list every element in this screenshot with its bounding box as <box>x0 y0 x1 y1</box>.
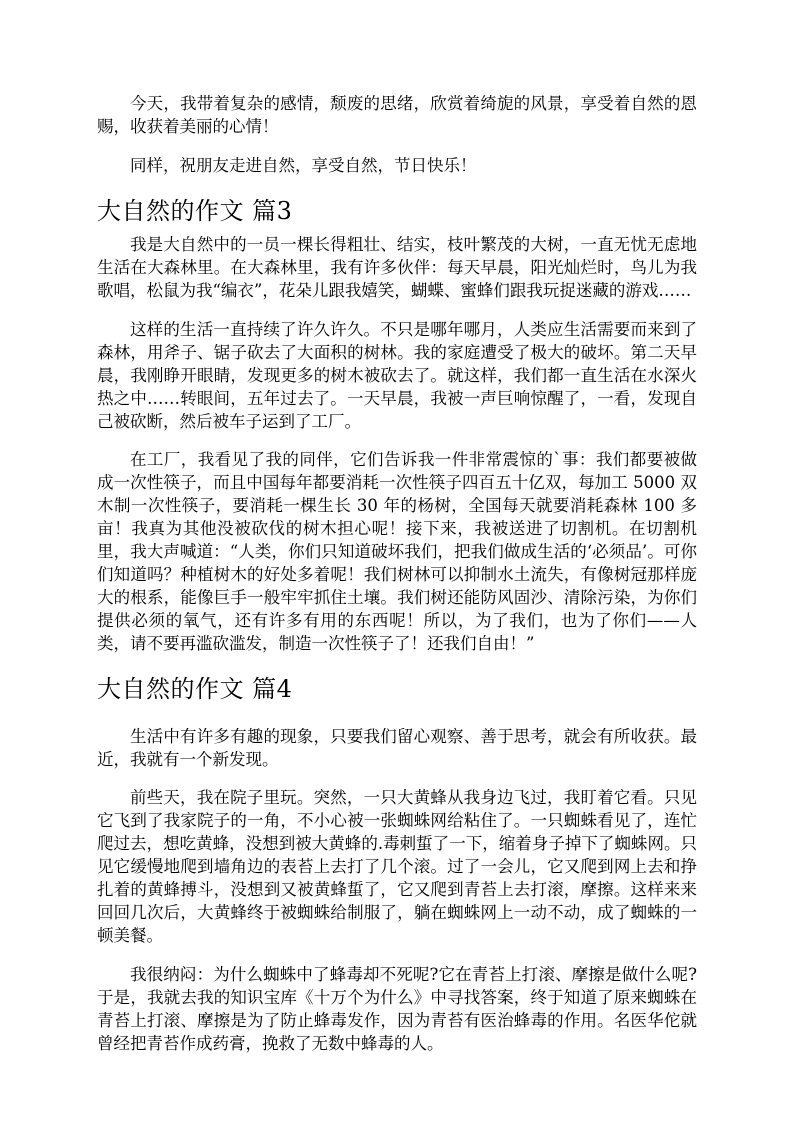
paragraph: 同样，祝朋友走进自然，享受自然，节日快乐！ <box>130 155 477 175</box>
intro-section <box>97 92 697 177</box>
paragraph: 今天，我带着复杂的感情，颓废的思绪，欣赏着绮旎的风景，享受着自然的恩赐，收获着美丽的心情！ <box>97 94 697 136</box>
essay-3-section <box>97 195 697 656</box>
paragraph: 这样的生活一直持续了许久许久。不只是哪年哪月，人类应生活需要而来到了森林，用斧子、锯子砍去了大面积的树林。我的家庭遭受了极大的破坏。第二天早晨，我刚睁开眼睛，发现更多的树木被砍去了。就这样，我们都一直生活在水深火热之中……转眼间，五年过去了。一天早晨，我被一声巨响惊醒了，一看，发现自己被砍断，然后被车子运到了工厂。 <box>97 319 697 431</box>
document-body <box>97 92 697 1055</box>
paragraph: 前些天，我在院子里玩。突然，一只大黄蜂从我身边飞过，我盯着它看。只见它飞到了我家院子的一角，不小心被一张蜘蛛网给粘住了。一只蜘蛛看见了，连忙爬过去，想吃黄蜂，没想到被大黄蜂的.毒刺蜇了一下，缩着身子掉下了蜘蛛网。只见它缓慢地爬到墙角边的表苔上去打了几个滚。过了一会儿，它又爬到网上去和挣扎着的黄蜂搏斗，没想到又被黄蜂蜇了，它又爬到青苔上去打滚，摩擦。这样来来回回几次后，大黄蜂终于被蜘蛛给制服了，躺在蜘蛛网上一动不动，成了蜘蛛的一顿美餐。 <box>97 788 697 945</box>
paragraph: 我是大自然中的一员一棵长得粗壮、结实，枝叶繁茂的大树，一直无忧无虑地生活在大森林里。在大森林里，我有许多伙伴：每天早晨，阳光灿烂时，鸟儿为我歌唱，松鼠为我“编衣”，花朵儿跟我嬉笑，蝴蝶、蜜蜂们跟我玩捉迷藏的游戏…… <box>97 235 697 300</box>
section-heading: 大自然的作文 篇4 <box>97 675 293 703</box>
paragraph: 在工厂，我看见了我的同伴，它们告诉我一件非常震惊的`事：我们都要被做成一次性筷子，而且中国每年都要消耗一次性筷子四百五十亿双，每加工 5000 双木制一次性筷子，要消耗一棵生长 30 年的杨树，全国每天就要消耗森林 100 多亩！我真为其他没被砍伐的树木担心呢！接下来，我被送进了切割机。在切割机里，我大声喊道：“人类，你们只知道破坏我们，把我们做成生活的‘必须品’。可你们知道吗？种植树木的好处多着呢！我们树林可以抑制水土流失，有像树冠那样庞大的根系，能像巨手一般牢牢抓住土壤。我们树还能防风固沙、清除污染，为你们提供必须的氧气，还有许多有用的东西呢！所以，为了我们，也为了你们——人类，请不要再滥砍滥发，制造一次性筷子了！还我们自由！” <box>97 450 697 653</box>
paragraph: 我很纳闷：为什么蜘蛛中了蜂毒却不死呢?它在青苔上打滚、摩擦是做什么呢?于是，我就去我的知识宝库《十万个为什么》中寻找答案，终于知道了原来蜘蛛在青苔上打滚、摩擦是为了防止蜂毒发作，因为青苔有医治蜂毒的作用。名医华佗就曾经把青苔作成药膏，挽救了无数中蜂毒的人。 <box>97 964 697 1053</box>
section-heading: 大自然的作文 篇3 <box>97 196 293 225</box>
essay-4-section <box>97 673 697 1055</box>
paragraph: 生活中有许多有趣的现象，只要我们留心观察、善于思考，就会有所收获。最近，我就有一个新发现。 <box>97 726 697 769</box>
